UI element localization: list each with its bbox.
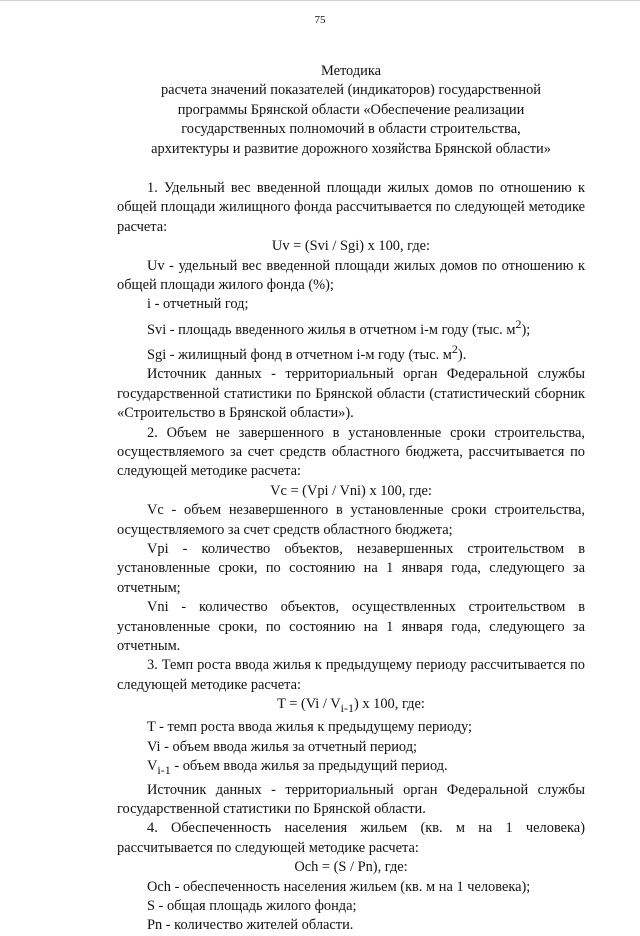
- definition-sgi-text: Sgi - жилищный фонд в отчетном i-м году (тыс. м: [147, 346, 452, 363]
- formula-t-part: T = (Vi / V: [277, 696, 341, 713]
- definition-vi-1: [117, 757, 585, 780]
- definition-sgi-end: ).: [457, 346, 467, 363]
- definition-vpi: Vpi - количество объектов, незавершенных строительством в установленные сроки, по состоянию на 1 января года, следующего за отчетным;: [117, 540, 585, 596]
- section-2-intro: 2. Объем не завершенного в установленные сроки строительства, осуществляемого за счет средств областного бюджета, рассчитывается по следующей методике расчета:: [117, 424, 585, 480]
- definition-i: i - отчетный год;: [147, 296, 249, 313]
- definition-sgi: [117, 340, 585, 365]
- definition-svi-end: );: [521, 321, 531, 338]
- section-1-source: Источник данных - территориальный орган Федеральной службы государственной статистики по Брянской области (статистический сборник «Строительство в Брянской области»).: [117, 366, 585, 422]
- heading-title: Методика: [320, 63, 382, 79]
- definition-t: T - темп роста ввода жилья к предыдущему периоду;: [147, 719, 473, 736]
- document-heading: [117, 62, 585, 159]
- definition-svi-text: Svi - площадь введенного жилья в отчетном i-м году (тыс. м: [147, 321, 516, 338]
- formula-och: Och = (S / Pn), где:: [294, 859, 408, 876]
- heading-line: архитектуры и развитие дорожного хозяйства Брянской области»: [151, 140, 551, 157]
- heading-line: расчета значений показателей (индикаторов) государственной: [160, 82, 541, 99]
- definition-vni: Vni - количество объектов, осуществленных строительством в установленные сроки, по состоянию на 1 января года, следующего за отчетным.: [117, 599, 585, 654]
- heading-line: программы Брянской области «Обеспечение реализации: [177, 101, 525, 118]
- section-1-intro: 1. Удельный вес введенной площади жилых домов по отношению к общей площади жилищного фонда рассчитывается по следующей методике расчета:: [117, 180, 585, 235]
- section-4-intro: 4. Обеспеченность населения жильем (кв. м на 1 человека) рассчитывается по следующей методике расчета:: [117, 820, 585, 856]
- definition-vi-1-part: - объем ввода жилья за предыдущий период.: [170, 758, 448, 775]
- page-number: 75: [314, 14, 326, 26]
- section-3-source: Источник данных - территориальный орган Федеральной службы государственной статистики по Брянской области.: [117, 781, 585, 817]
- subscript: i-1: [157, 763, 171, 778]
- definition-vc: Vc - объем незавершенного в установленные сроки строительства, осуществляемого за счет средств областного бюджета;: [117, 502, 585, 538]
- definition-pn: Pn - количество жителей области.: [147, 917, 354, 934]
- definition-vi: Vi - объем ввода жилья за отчетный период;: [147, 738, 418, 755]
- definition-och: Och - обеспеченность населения жильем (кв. м на 1 человека);: [147, 878, 531, 895]
- heading-line: государственных полномочий в области строительства,: [181, 121, 521, 138]
- section-3-intro: 3. Темп роста ввода жилья к предыдущему периоду рассчитывается по следующей методике расчета:: [117, 657, 585, 693]
- formula-uv: Uv = (Svi / Sgi) x 100, где:: [271, 238, 431, 255]
- definition-svi: [117, 315, 585, 340]
- definition-s: S - общая площадь жилого фонда;: [147, 898, 357, 914]
- superscript: 2: [515, 316, 522, 331]
- page-top-edge: [0, 0, 640, 1]
- superscript: 2: [451, 342, 458, 357]
- formula-t: [117, 695, 585, 718]
- document-body: [117, 62, 585, 936]
- subscript: i-1: [340, 701, 354, 716]
- definition-uv: Uv - удельный вес введенной площади жилых домов по отношению к общей площади жилого фонда (%);: [117, 257, 585, 294]
- definition-vi-1-part: V: [147, 758, 158, 775]
- formula-t-part: ) x 100, где:: [353, 696, 425, 713]
- formula-vc: Vc = (Vpi / Vni) x 100, где:: [270, 482, 432, 499]
